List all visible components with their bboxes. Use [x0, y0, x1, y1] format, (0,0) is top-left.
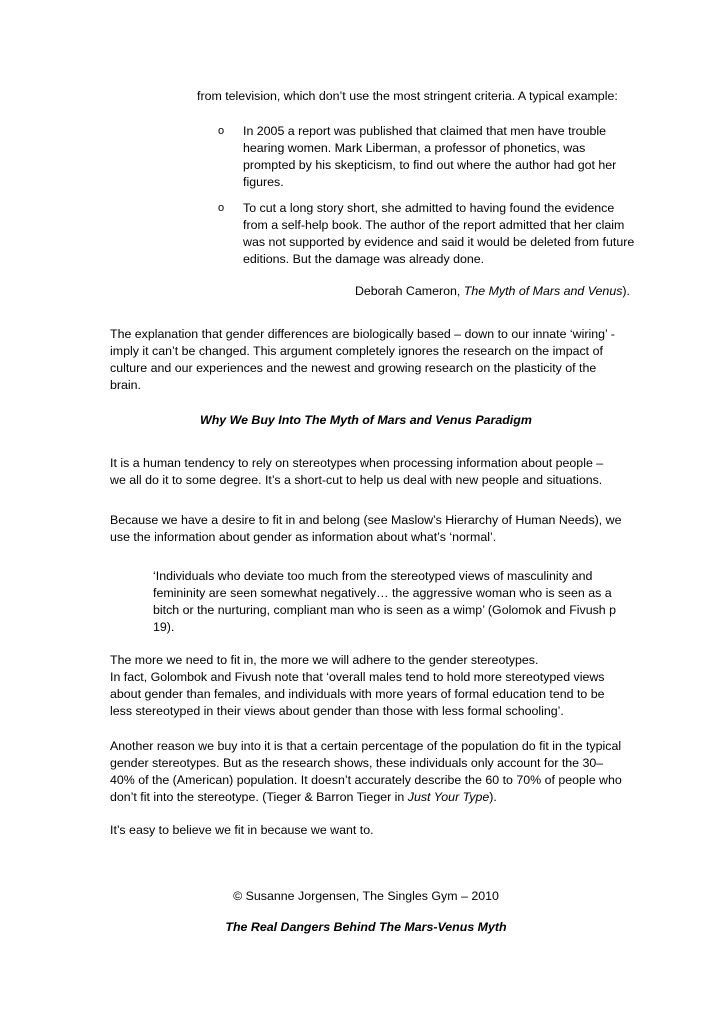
paragraph-percentage-suffix: ).	[489, 790, 497, 804]
book-title: Just Your Type	[407, 790, 490, 804]
attribution-title: The Myth of Mars and Venus	[463, 284, 623, 298]
bullet-marker: o	[218, 202, 225, 214]
bullet-item	[218, 200, 638, 268]
section-heading: Why We Buy Into The Myth of Mars and Venus Paradigm	[200, 413, 532, 427]
attribution-author: Deborah Cameron,	[354, 284, 464, 298]
bullet-marker: o	[218, 125, 225, 137]
intro-line: from television, which don’t use the most stringent criteria. A typical example:	[197, 89, 618, 103]
footer-copyright: © Susanne Jorgensen, The Singles Gym – 2010	[233, 889, 499, 903]
paragraph-adhere-line1: The more we need to fit in, the more we will adhere to the gender stereotypes.	[110, 653, 539, 667]
attribution-suffix: ).	[622, 284, 630, 298]
block-quote: ‘Individuals who deviate too much from the stereotyped views of masculinity and femininity are seen somewhat negatively… the aggressive woman who is seen as a bitch or the nurturing, compliant man who is seen as a wimp’ (Golomok and Fivush p 19).	[153, 569, 617, 634]
paragraph-percentage	[110, 738, 622, 806]
bullet-item	[218, 123, 638, 191]
bullet-text: In 2005 a report was published that claimed that men have trouble hearing women. Mark Liberman, a professor of phonetics, was prompted by his skepticism, to find out where the author had got her figures.	[243, 124, 617, 189]
paragraph-percentage-text: Another reason we buy into it is that a certain percentage of the population do fit in the typical gender stereotypes. But as the research shows, these individuals only account for the 30–40% of the (American) population. It doesn’t accurately describe the 60 to 70% of people who don’t fit into the stereotype. (Tieger & Barron Tieger in	[110, 739, 622, 804]
footer-title: The Real Dangers Behind The Mars-Venus Myth	[225, 920, 507, 934]
paragraph-explanation: The explanation that gender differences are biologically based – down to our innate ‘wiring’ - imply it can’t be changed. This argument completely ignores the research on the impact of culture and our experiences and the newest and growing research on the plasticity of the brain.	[110, 327, 615, 392]
attribution	[340, 283, 630, 300]
paragraph-stereotypes: It is a human tendency to rely on stereotypes when processing information about people – we all do it to some degree. It’s a short-cut to help us deal with new people and situations.	[110, 456, 604, 487]
paragraph-adhere-line2: In fact, Golombok and Fivush note that ‘overall males tend to hold more stereotyped views about gender than females, and individuals with more years of formal education tend to be less stereotyped in their views about gender than those with less formal schooling’.	[110, 670, 605, 718]
bullet-text: To cut a long story short, she admitted to having found the evidence from a self-help book. The author of the report admitted that her claim was not supported by evidence and said it would be deleted from future editions. But the damage was already done.	[243, 201, 635, 266]
paragraph-believe: It’s easy to believe we fit in because we want to.	[110, 823, 374, 837]
paragraph-fit-in: Because we have a desire to fit in and belong (see Maslow’s Hierarchy of Human Needs), we use the information about gender as information about what’s ‘normal’.	[110, 513, 622, 544]
